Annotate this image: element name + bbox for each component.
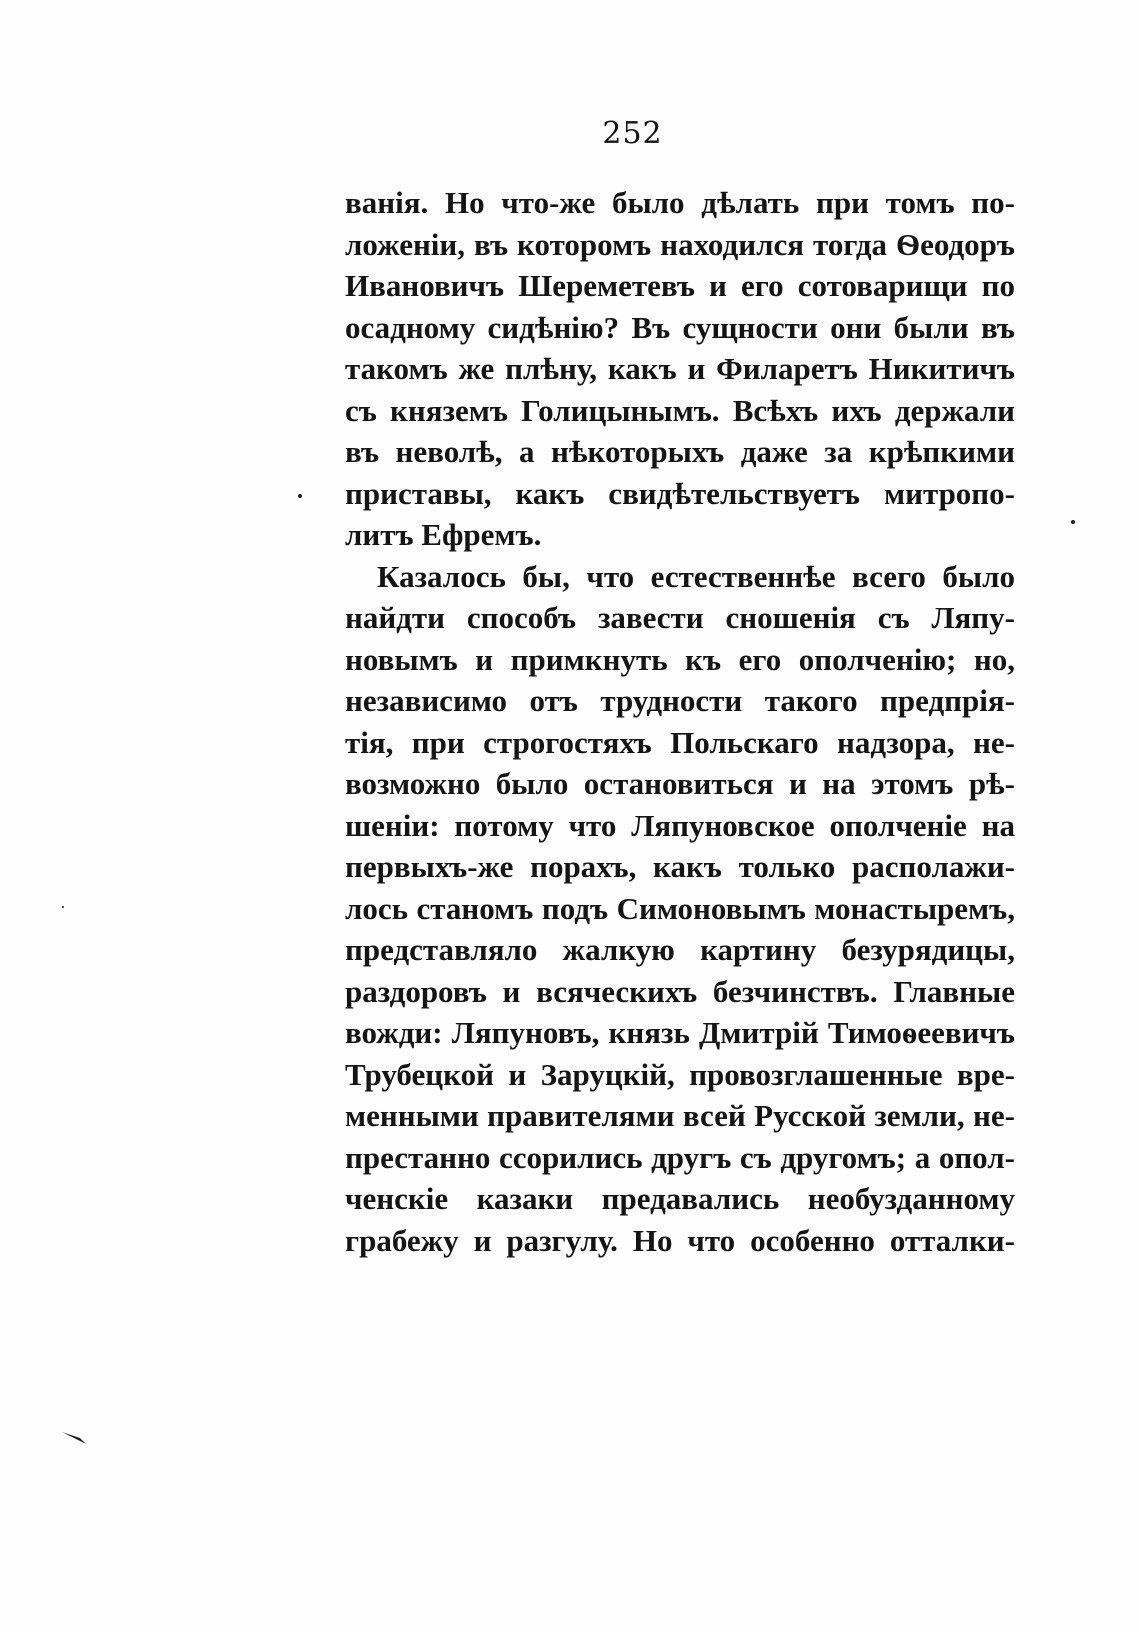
text-line: приставы, какъ свидѣтельствуетъ митропо- — [345, 475, 1015, 511]
text-line: такомъ же плѣну, какъ и Филаретъ Никитичъ — [345, 351, 1015, 386]
text-line: Трубецкой и Заруцкій, провозглашенные вре- — [345, 1056, 1015, 1092]
text-line: грабежу и разгулу. Но что особенно отталки- — [345, 1222, 1015, 1258]
text-line: Ивановичъ Шереметевъ и его сотоварищи по — [345, 268, 1015, 303]
text-line: осадному сидѣнію? Въ сущности они были въ — [345, 309, 1015, 345]
page-number: 252 — [602, 116, 663, 151]
margin-mark-icon — [60, 1428, 90, 1448]
text-line: ченскіе казаки предавались необузданному — [345, 1181, 1015, 1216]
ink-speck — [1071, 520, 1075, 524]
text-line: тія, при строгостяхъ Польскаго надзора, не- — [345, 724, 1015, 760]
text-line: вожди: Ляпуновъ, князь Дмитрій Тимоѳеевичъ — [345, 1015, 1015, 1050]
text-line: ложеніи, въ которомъ находился тогда Ѳеодоръ — [345, 226, 1015, 262]
text-line: возможно было остановиться и на этомъ рѣ- — [345, 766, 1015, 801]
text-line: найдти способъ завести сношенія съ Ляпу- — [345, 600, 1015, 635]
text-line: раздоровъ и всяческихъ безчинствъ. Главные — [345, 973, 1015, 1009]
text-line: шеніи: потому что Ляпуновское ополченіе на — [345, 807, 1015, 843]
text-line: въ неволѣ, а нѣкоторыхъ даже за крѣпкими — [345, 434, 1015, 469]
paragraph-first-line: Казалось бы, что естественнѣе всего было — [377, 558, 1015, 594]
text-line: менными правителями всей Русской земли, не- — [345, 1098, 1015, 1133]
text-line: престанно ссорились другъ съ другомъ; а опол- — [345, 1139, 1015, 1175]
text-line: ванія. Но что-же было дѣлать при томъ по- — [345, 185, 1015, 220]
text-line: представляло жалкую картину безурядицы, — [345, 932, 1015, 967]
ink-speck — [62, 906, 64, 908]
text-line: новымъ и примкнуть къ его ополченію; но, — [345, 641, 1015, 677]
text-line: литъ Ефремъ. — [345, 517, 542, 552]
text-line: лось станомъ подъ Симоновымъ монастыремъ, — [345, 890, 1015, 926]
text-line: первыхъ-же порахъ, какъ только располажи- — [345, 849, 1015, 884]
body-text — [345, 182, 1015, 1261]
ink-speck — [298, 494, 302, 498]
text-line: съ княземъ Голицынымъ. Всѣхъ ихъ держали — [345, 392, 1015, 428]
text-line: независимо отъ трудности такого предпрія- — [345, 683, 1015, 718]
